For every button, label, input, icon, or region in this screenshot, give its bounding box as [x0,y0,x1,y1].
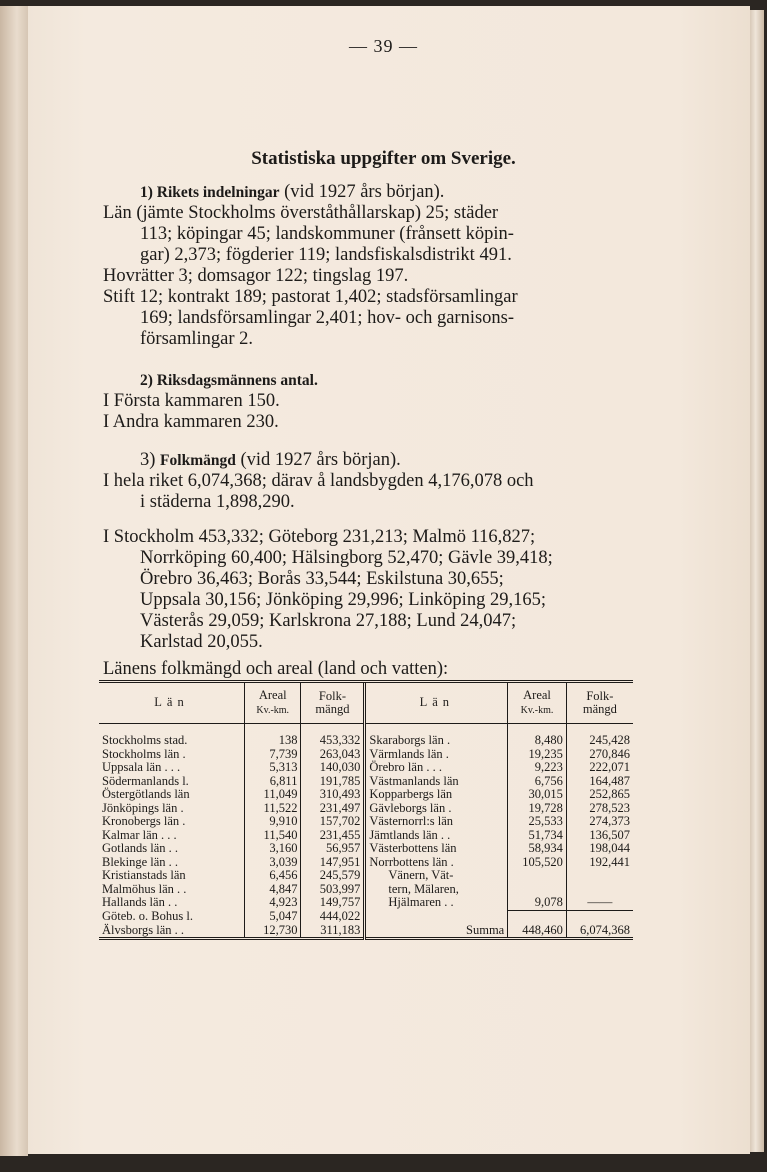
areal-value: 8,480 [508,734,567,748]
areal-value: 12,730 [244,924,300,939]
areal-value: 6,756 [508,775,567,789]
text-line: Uppsala 30,156; Jönköping 29,996; Linköping 29,165; [140,590,546,610]
areal-value: 11,540 [244,829,300,843]
areal-value: 6,811 [244,775,300,789]
areal-value [508,869,567,883]
folkmangd-value: 136,507 [566,829,633,843]
header-folk-2: Folk- mängd [566,683,633,724]
folkmangd-value: 245,579 [301,869,365,883]
areal-value: 3,160 [244,842,300,856]
areal-value: 25,533 [508,815,567,829]
section-indelningar: 1) Rikets indelningar (vid 1927 års början). Län (jämte Stockholms överståthållarskap) 25; städer 113; köpingar 45; landskommuner (frånsett köpin- gar) 2,373; fögderier 119; landsfiskalsdistrikt 491. Hovrätter 3; domsagor 122; tingslag 197. Stift 12; kontrakt 189; pastorat 1,402; stadsförsamlingar 169; landsförsamlingar 2,401; hov- och garnisons- församlingar 2. [103,182,648,350]
lan-name: Gävleborgs län . [365,802,508,816]
folkmangd-value: 245,428 [566,734,633,748]
lan-name: Norrbottens län . [365,856,508,870]
folkmangd-value: 263,043 [301,748,365,762]
text-line: I Första kammaren 150. [103,391,280,411]
lan-name: Södermanlands l. [102,773,189,788]
folkmangd-value: —— [566,896,633,910]
table-row [99,775,633,789]
section-folkmangd: 3) Folkmängd (vid 1927 års början). I hela riket 6,074,368; därav å landsbygden 4,176,078 och i städerna 1,898,290. I Stockholm 453,332; Göteborg 231,213; Malmö 116,827; Norrköping 60,400; Hälsingborg 52,470; Gävle 39,418; Örebro 36,463; Borås 33,544; Eskilstuna 30,655; Uppsala 30,156; Jönköping 29,996; Linköping 29,165; Västerås 29,059; Karlskrona 27,188; Lund 24,047; Karlstad 20,055. Länens folkmängd och areal (land och vatten): [103,450,648,680]
text-line: gar) 2,373; fögderier 119; landsfiskalsdistrikt 491. [140,245,512,265]
table-row [99,829,633,843]
lan-name: Gotlands län . . [102,841,179,855]
folkmangd-value: 231,497 [301,802,365,816]
areal-value: 7,739 [244,748,300,762]
lan-name: Vänern, Vät- [365,869,508,883]
lan-name: Stockholms stad. [102,733,188,747]
section-heading: Folkmängd [160,452,236,469]
table-row [99,869,633,883]
folkmangd-value: 453,332 [301,734,365,748]
text-line: I Andra kammaren 230. [103,412,279,432]
header-lan: Län [99,683,244,724]
areal-value: 5,047 [244,910,300,924]
table-row [99,748,633,762]
folkmangd-value [566,869,633,883]
folkmangd-value: 503,997 [301,883,365,897]
lan-name: Jönköpings län . [102,800,184,815]
folkmangd-value: 56,957 [301,842,365,856]
folkmangd-value: 191,785 [301,775,365,789]
folkmangd-value: 231,455 [301,829,365,843]
lan-name: Stockholms län . [102,746,186,761]
lan-name: Kopparbergs län [365,788,508,802]
text-line: Västerås 29,059; Karlskrona 27,188; Lund 24,047; [140,611,517,631]
text-line: 169; landsförsamlingar 2,401; hov- och garnisons- [140,308,515,328]
table-header-row [99,683,633,724]
book-spine [0,6,28,1156]
areal-value: 4,847 [244,883,300,897]
lan-name: Hjälmaren . . [365,896,508,910]
table-row [99,924,633,939]
areal-value: 19,728 [508,802,567,816]
text-line: Hovrätter 3; domsagor 122; tingslag 197. [103,266,409,286]
section-heading: 2) Riksdagsmännens antal. [140,372,318,389]
areal-value [508,910,567,924]
folkmangd-value: 147,951 [301,856,365,870]
lan-name: Kronobergs län . [102,814,186,828]
page-title: Statistiska uppgifter om Sverige. [251,148,516,169]
areal-value: 3,039 [244,856,300,870]
text-line: i städerna 1,898,290. [140,492,295,512]
folkmangd-value: 198,044 [566,842,633,856]
section-riksdag [103,370,648,433]
lan-name: Malmöhus län . . [102,881,187,896]
lan-name: Västernorrl:s län [365,815,508,829]
areal-value: 5,313 [244,761,300,775]
header-areal: Areal Kv.-km. [244,683,300,724]
areal-value [508,883,567,897]
text-line: församlingar 2. [140,329,254,349]
areal-value: 11,049 [244,788,300,802]
table-row [99,815,633,829]
lan-name: Kalmar län . . . [102,827,177,842]
lan-name: Östergötlands län [102,787,190,801]
header-folk: Folk- mängd [301,683,365,724]
areal-value: 105,520 [508,856,567,870]
lan-name: Kristianstads län [102,868,186,882]
lan-name: Summa [365,924,508,939]
table-row [99,883,633,897]
lan-name: Blekinge län . . [102,854,179,869]
lan-name: Älvsborgs län . . [102,922,185,937]
folkmangd-value: 252,865 [566,788,633,802]
text-line: Norrköping 60,400; Hälsingborg 52,470; Gävle 39,418; [140,548,553,568]
table-row [99,802,633,816]
folkmangd-value: 222,071 [566,761,633,775]
areal-value: 9,078 [508,896,567,910]
folkmangd-value: 444,022 [301,910,365,924]
folkmangd-value [566,883,633,897]
folkmangd-value: 270,846 [566,748,633,762]
areal-value: 4,923 [244,896,300,910]
areal-value: 138 [244,734,300,748]
section-heading: 1) Rikets indelningar [140,184,280,201]
table-row [99,734,633,748]
table-body [99,724,633,939]
folkmangd-value: 140,030 [301,761,365,775]
lan-name: Uppsala län . . . [102,760,181,774]
folkmangd-value: 310,493 [301,788,365,802]
folkmangd-value: 6,074,368 [566,924,633,939]
lan-name: Örebro län . . . [365,761,508,775]
header-areal-2: Areal Kv.-km. [508,683,567,724]
areal-value: 9,910 [244,815,300,829]
text-line: Örebro 36,463; Borås 33,544; Eskilstuna 30,655; [140,569,504,589]
lan-name [365,910,508,924]
folkmangd-value: 274,373 [566,815,633,829]
areal-value: 448,460 [508,924,567,939]
folkmangd-value [566,910,633,924]
folkmangd-value: 149,757 [301,896,365,910]
text-line: 113; köpingar 45; landskommuner (frånsett köpin- [140,224,514,244]
table-row [99,896,633,910]
table-row [99,842,633,856]
lan-name: Jämtlands län . . [365,829,508,843]
lan-name: tern, Mälaren, [365,883,508,897]
lan-name: Skaraborgs län . [365,734,508,748]
table-row [99,761,633,775]
text-line: Län (jämte Stockholms överståthållarskap) 25; städer [103,203,499,223]
lan-name: Göteb. o. Bohus l. [102,909,193,923]
text-line: I hela riket 6,074,368; därav å landsbygden 4,176,078 och [103,471,534,491]
areal-value: 58,934 [508,842,567,856]
text-line: Karlstad 20,055. [140,632,263,652]
areal-value: 19,235 [508,748,567,762]
folkmangd-value: 157,702 [301,815,365,829]
page-edge [750,10,764,1152]
header-lan-2: Län [365,683,508,724]
text-line: Länens folkmängd och areal (land och vatten): [103,659,449,679]
lan-name: Värmlands län . [365,748,508,762]
table-row [99,856,633,870]
folkmangd-value: 192,441 [566,856,633,870]
lan-name: Västerbottens län [365,842,508,856]
page-number: — 39 — [349,36,418,56]
text-line: Stift 12; kontrakt 189; pastorat 1,402; stadsförsamlingar [103,287,518,307]
folkmangd-value: 278,523 [566,802,633,816]
table-row [99,910,633,924]
folkmangd-value: 164,487 [566,775,633,789]
areal-value: 6,456 [244,869,300,883]
areal-value: 30,015 [508,788,567,802]
text-line: I Stockholm 453,332; Göteborg 231,213; Malmö 116,827; [103,527,536,547]
areal-value: 9,223 [508,761,567,775]
areal-value: 51,734 [508,829,567,843]
lan-name: Västmanlands län [365,775,508,789]
folkmangd-value: 311,183 [301,924,365,939]
areal-value: 11,522 [244,802,300,816]
lan-table [99,680,633,940]
lan-name: Hallands län . . [102,895,178,910]
table-row [99,788,633,802]
